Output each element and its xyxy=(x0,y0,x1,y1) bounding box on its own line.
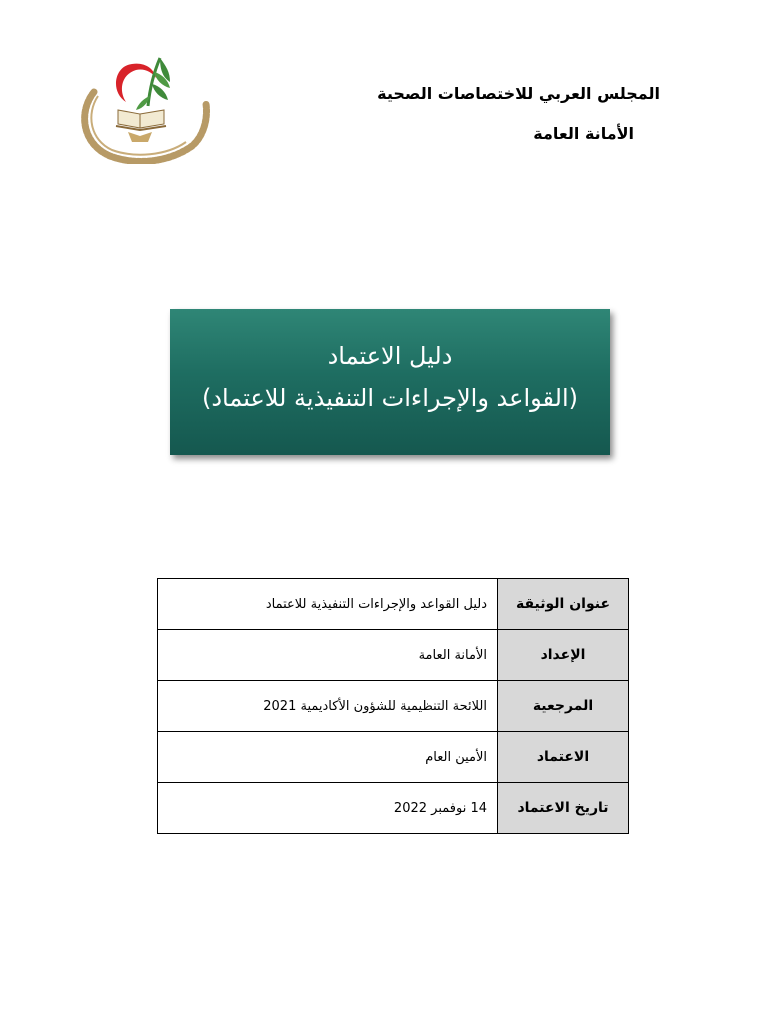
department-name: الأمانة العامة xyxy=(533,124,634,143)
row-label: عنوان الوثيقة xyxy=(498,579,629,630)
row-value: الأمانة العامة xyxy=(158,630,498,681)
table-row xyxy=(158,630,629,681)
document-title: دليل الاعتماد xyxy=(327,342,453,370)
org-header xyxy=(300,84,660,144)
org-name: المجلس العربي للاختصاصات الصحية xyxy=(377,84,660,103)
table-row xyxy=(158,579,629,630)
row-value: اللائحة التنظيمية للشؤون الأكاديمية 2021 xyxy=(158,681,498,732)
table-row xyxy=(158,681,629,732)
row-label: تاريخ الاعتماد xyxy=(498,783,629,834)
row-value: الأمين العام xyxy=(158,732,498,783)
row-label: الإعداد xyxy=(498,630,629,681)
row-label: المرجعية xyxy=(498,681,629,732)
arab-board-emblem-icon xyxy=(74,52,210,164)
row-label: الاعتماد xyxy=(498,732,629,783)
row-value: دليل القواعد والإجراءات التنفيذية للاعتماد xyxy=(158,579,498,630)
document-info-table xyxy=(157,578,629,834)
table-row xyxy=(158,732,629,783)
document-title-box xyxy=(170,309,610,455)
row-value: 14 نوفمبر 2022 xyxy=(158,783,498,834)
table-row xyxy=(158,783,629,834)
document-subtitle: (القواعد والإجراءات التنفيذية للاعتماد) xyxy=(201,384,579,412)
